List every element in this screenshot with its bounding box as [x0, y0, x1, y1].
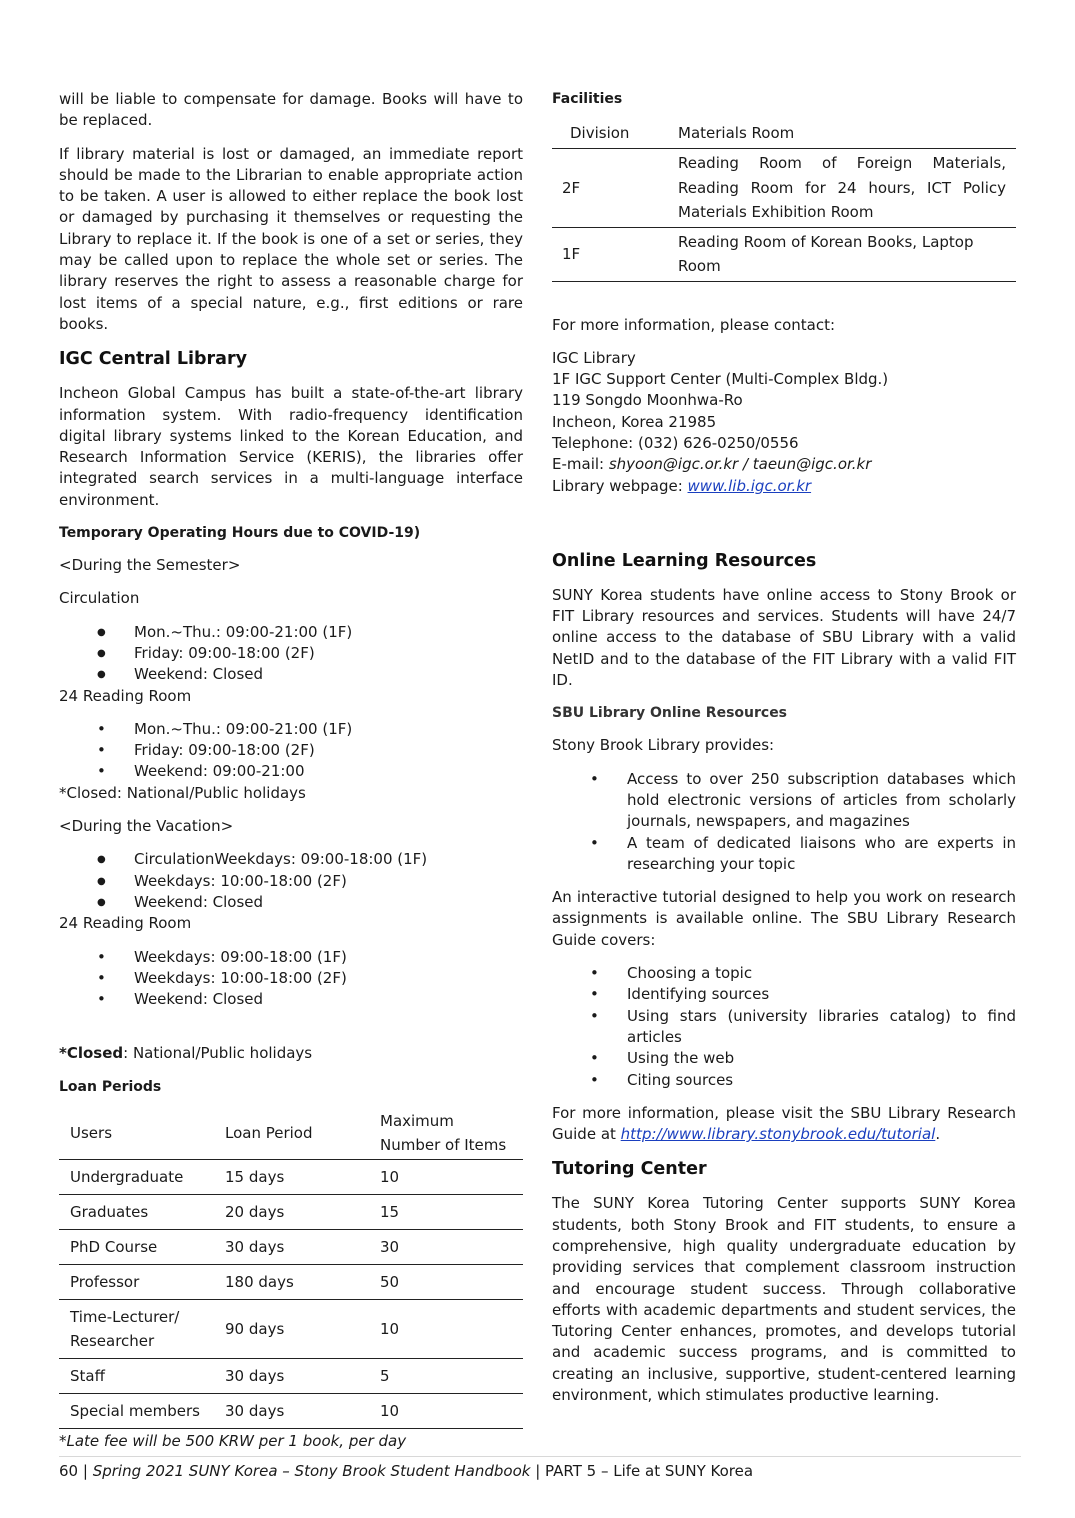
table-cell: Reading Room of Foreign Materials, Reading Room for 24 hours, ICT Policy Materials Exhibition Room	[668, 149, 1016, 228]
sbu-provides-list	[552, 769, 1016, 875]
list-item: ● Weekdays: 10:00-18:00 (2F)	[59, 871, 523, 892]
vacation-reading-label: 24 Reading Room	[59, 914, 192, 933]
central-library-text: Incheon Global Campus has built a state-of-the-art library information system. With radio-frequency identification digital library systems linked to the Korean Education, and Research Information Service (KERIS), the libraries offer integrated search services in a multi-language interface environment.	[59, 384, 523, 509]
list-item: • Using the web	[552, 1048, 1016, 1069]
online-resources-heading: Online Learning Resources	[552, 550, 817, 571]
sbu-resources-heading: SBU Library Online Resources	[552, 705, 788, 722]
webpage-label: Library webpage:	[552, 476, 688, 495]
closed-label: *Closed	[59, 1044, 124, 1063]
column-header: Materials Room	[668, 117, 1016, 149]
list-item: • Access to over 250 subscription databases which hold electronic versions of articles from scholarly journals, newspapers, and magazines	[552, 769, 1016, 833]
central-library-heading: IGC Central Library	[59, 349, 248, 370]
contact-block	[552, 348, 1016, 497]
late-fee-note: *Late fee will be 500 KRW per 1 book, per day	[59, 1431, 407, 1450]
contact-line: 119 Songdo Moonhwa-Ro	[552, 391, 743, 410]
table-row	[552, 149, 1016, 228]
table-cell: Graduates	[59, 1194, 214, 1229]
table-row	[59, 1159, 523, 1194]
table-row	[59, 1299, 523, 1358]
column-header: Division	[552, 117, 668, 149]
loan-periods-heading: Loan Periods	[59, 1078, 162, 1095]
tutoring-center-text: The SUNY Korea Tutoring Center supports SUNY Korea students, both Stony Brook and FIT students, to ensure a comprehensive, high quality undergraduate education by providing services that complement classroom instruction and encourage student success. Through collaborative efforts with academic departments and student services, the Tutoring Center enhances, promotes, and develops tutorial and academic success programs, and is committed to creating an inclusive, supportive, student-centered learning environment, which stimulates productive learning.	[552, 1194, 1016, 1405]
guide-more-text: For more information, please visit the SBU Library Research Guide at	[552, 1103, 1016, 1144]
list-item: ● Friday: 09:00-18:00 (2F)	[59, 643, 523, 664]
table-cell: 180 days	[214, 1264, 369, 1299]
table-cell: 1F	[552, 227, 668, 281]
table-cell: 90 days	[214, 1299, 369, 1358]
table-cell: Time-Lecturer/ Researcher	[59, 1299, 214, 1358]
footer-separator: |	[530, 1462, 546, 1480]
table-cell: 30 days	[214, 1229, 369, 1264]
vacation-label: <During the Vacation>	[59, 817, 234, 836]
semester-label: <During the Semester>	[59, 556, 241, 575]
table-cell: Special members	[59, 1393, 214, 1428]
contact-line: Telephone: (032) 626-0250/0556	[552, 433, 799, 452]
email-address: shyoon@igc.or.kr / taeun@igc.or.kr	[608, 455, 872, 474]
list-item: • Weekend: Closed	[59, 989, 523, 1010]
table-header-row	[552, 117, 1016, 149]
guide-topics-list	[552, 963, 1016, 1091]
table-cell: 15	[369, 1194, 523, 1229]
list-item: ● Weekend: Closed	[59, 892, 523, 913]
vacation-circulation-list	[59, 849, 523, 913]
closed-note: *Closed: National/Public holidays	[59, 783, 306, 802]
table-cell: Reading Room of Korean Books, Laptop Room	[668, 227, 1016, 281]
online-resources-text: SUNY Korea students have online access to Stony Brook or FIT Library resources and services. Students will have 24/7 online access to the database of SBU Library with a valid NetID and to the database of the FIT Library with a valid FIT ID.	[552, 585, 1016, 690]
list-item: ● Weekend: Closed	[59, 664, 523, 685]
table-cell: 50	[369, 1264, 523, 1299]
tutorial-text: An interactive tutorial designed to help you work on research assignments is available online. The SBU Library Research Guide covers:	[552, 888, 1016, 949]
list-item: • Citing sources	[552, 1070, 1016, 1091]
table-row	[552, 227, 1016, 281]
vacation-reading-list	[59, 947, 523, 1011]
semester-circulation-list	[59, 622, 523, 686]
column-header: Loan Period	[214, 1103, 369, 1160]
contact-intro: For more information, please contact:	[552, 315, 836, 334]
table-cell: 10	[369, 1299, 523, 1358]
list-item: • Weekdays: 10:00-18:00 (2F)	[59, 968, 523, 989]
library-webpage-link[interactable]: www.lib.igc.or.kr	[687, 476, 812, 495]
list-item: • A team of dedicated liaisons who are experts in researching your topic	[552, 833, 1016, 876]
table-cell: 30 days	[214, 1358, 369, 1393]
table-cell: Undergraduate	[59, 1159, 214, 1194]
table-cell: Staff	[59, 1358, 214, 1393]
lost-material-paragraph: If library material is lost or damaged, an immediate report should be made to the Librarian to enable appropriate action to be taken. A user is allowed to either replace the book lost or damaged by purchasing it themselves or requesting the Library to replace it. If the book is one of a set or series, they may be called upon to replace the whole set or series. The library reserves the right to assess a reasonable charge for lost items of a special nature, e.g., first editions or rare books.	[59, 144, 523, 333]
column-header: Users	[59, 1103, 214, 1160]
guide-more-info	[552, 1103, 1016, 1146]
loan-periods-table	[59, 1103, 523, 1429]
contact-line: IGC Library	[552, 348, 636, 367]
email-label: E-mail:	[552, 455, 609, 474]
sbu-intro: Stony Brook Library provides:	[552, 736, 775, 755]
page-number: 60	[59, 1462, 79, 1480]
closed-text: : National/Public holidays	[123, 1044, 313, 1063]
right-column	[552, 89, 1016, 1406]
table-row	[59, 1194, 523, 1229]
table-row	[59, 1229, 523, 1264]
contact-line: Incheon, Korea 21985	[552, 412, 717, 431]
webpage-line	[552, 476, 1016, 497]
table-cell: 10	[369, 1159, 523, 1194]
list-item: • Using stars (university libraries catalog) to find articles	[552, 1006, 1016, 1049]
table-header-row	[59, 1103, 523, 1160]
page-footer	[59, 1456, 1021, 1482]
email-line	[552, 454, 1016, 475]
facilities-table	[552, 117, 1016, 282]
operating-hours-heading: Temporary Operating Hours due to COVID-19)	[59, 525, 421, 542]
list-item: • Friday: 09:00-18:00 (2F)	[59, 740, 523, 761]
list-item: • Weekdays: 09:00-18:00 (1F)	[59, 947, 523, 968]
table-cell: PhD Course	[59, 1229, 214, 1264]
tutoring-center-heading: Tutoring Center	[552, 1159, 707, 1180]
list-item: • Weekend: 09:00-21:00	[59, 761, 523, 782]
circulation-label: Circulation	[59, 589, 140, 608]
table-cell: 5	[369, 1358, 523, 1393]
table-row	[59, 1393, 523, 1428]
contact-line: 1F IGC Support Center (Multi-Complex Bldg.)	[552, 370, 889, 389]
table-cell: 30 days	[214, 1393, 369, 1428]
list-item: • Choosing a topic	[552, 963, 1016, 984]
guide-end: .	[935, 1125, 941, 1144]
column-header: Maximum Number of Items	[369, 1103, 523, 1160]
damage-paragraph: will be liable to compensate for damage. Books will have to be replaced.	[59, 90, 523, 130]
facilities-heading: Facilities	[552, 91, 623, 107]
table-cell: 2F	[552, 149, 668, 228]
table-cell: 20 days	[214, 1194, 369, 1229]
table-row	[59, 1264, 523, 1299]
table-cell: 10	[369, 1393, 523, 1428]
table-cell: 30	[369, 1229, 523, 1264]
footer-separator: |	[78, 1462, 93, 1480]
semester-reading-list	[59, 719, 523, 783]
table-cell: 15 days	[214, 1159, 369, 1194]
part-title: PART 5 – Life at SUNY Korea	[545, 1462, 754, 1480]
list-item: ● CirculationWeekdays: 09:00-18:00 (1F)	[59, 849, 523, 870]
list-item: ● Mon.~Thu.: 09:00-21:00 (1F)	[59, 622, 523, 643]
handbook-title: Spring 2021 SUNY Korea – Stony Brook Student Handbook	[92, 1462, 531, 1480]
closed-note-2	[59, 1043, 523, 1064]
reading-room-label: 24 Reading Room	[59, 686, 192, 705]
list-item: • Identifying sources	[552, 984, 1016, 1005]
table-row	[59, 1358, 523, 1393]
list-item: • Mon.~Thu.: 09:00-21:00 (1F)	[59, 719, 523, 740]
left-column	[59, 89, 523, 1453]
research-guide-link[interactable]: http://www.library.stonybrook.edu/tutorial	[620, 1125, 936, 1144]
table-cell: Professor	[59, 1264, 214, 1299]
